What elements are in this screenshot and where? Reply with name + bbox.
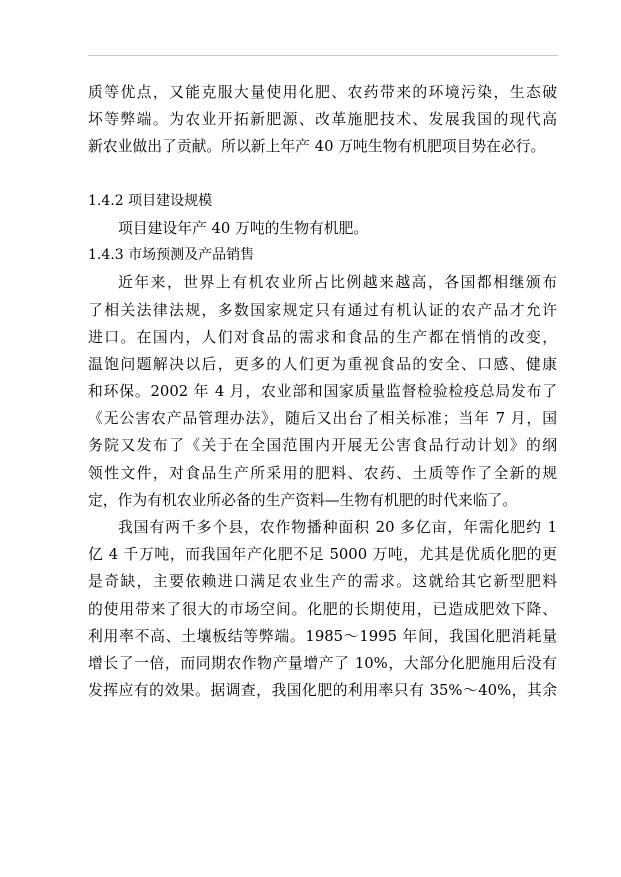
section-heading-1-4-3: 1.4.3 市场预测及产品销售 bbox=[88, 247, 255, 264]
para1-line: 了相关法律法规，多数国家规定只有通过有机认证的农产品才允许 bbox=[88, 301, 557, 319]
para2-line: 的使用带来了很大的市场空间。化肥的长期使用，已造成肥效下降、 bbox=[88, 600, 557, 618]
para1-line: 温饱问题解决以后，更多的人们更为重视食品的安全、口感、健康 bbox=[88, 355, 557, 373]
para2-line: 亿 4 千万吨，而我国年产化肥不足 5000 万吨，尤其是优质化肥的更 bbox=[88, 546, 557, 564]
para1-line: 近年来，世界上有机农业所占比例越来越高，各国都相继颁布 bbox=[118, 274, 557, 292]
para1-line: 定，作为有机农业所必备的生产资料—生物有机肥的时代来临了。 bbox=[88, 491, 518, 509]
para2-line: 我国有两千多个县，农作物播种面积 20 多亿亩，年需化肥约 1 bbox=[118, 519, 557, 536]
para1-line: 务院又发布了《关于在全国范围内开展无公害食品行动计划》的纲 bbox=[88, 437, 557, 455]
intro-line: 质等优点，又能克服大量使用化肥、农药带来的环境污染，生态破 bbox=[88, 84, 557, 101]
document-body bbox=[88, 79, 563, 704]
section-1-4-2-text: 项目建设年产 40 万吨的生物有机肥。 bbox=[118, 219, 369, 237]
intro-line: 坏等弊端。为农业开拓新肥源、改革施肥技术、发展我国的现代高 bbox=[88, 111, 557, 129]
paragraph-gap bbox=[88, 161, 563, 188]
header-rule bbox=[88, 55, 558, 56]
para1-line: 进口。在国内，人们对食品的需求和食品的生产都在悄悄的改变， bbox=[88, 328, 557, 346]
para2-line: 增长了一倍，而同期农作物产量增产了 10%，大部分化肥施用后没有 bbox=[88, 654, 557, 672]
intro-line: 新农业做出了贡献。所以新上年产 40 万吨生物有机肥项目势在必行。 bbox=[88, 138, 546, 156]
para2-line: 是奇缺，主要依赖进口满足农业生产的需求。这就给其它新型肥料 bbox=[88, 573, 557, 591]
para1-line: 和环保。2002 年 4 月，农业部和国家质量监督检验检疫总局发布了 bbox=[88, 383, 557, 401]
para1-line: 领性文件，对食品生产所采用的肥料、农药、土质等作了全新的规 bbox=[88, 464, 557, 482]
para1-line: 《无公害农产品管理办法》，随后又出台了相关标准；当年 7 月，国 bbox=[88, 410, 557, 428]
section-heading-1-4-2: 1.4.2 项目建设规模 bbox=[88, 192, 213, 209]
para2-line: 利用率不高、土壤板结等弊端。1985～1995 年间，我国化肥消耗量 bbox=[88, 627, 557, 645]
para2-line: 发挥应有的效果。据调查，我国化肥的利用率只有 35%～40%，其余 bbox=[88, 682, 557, 700]
